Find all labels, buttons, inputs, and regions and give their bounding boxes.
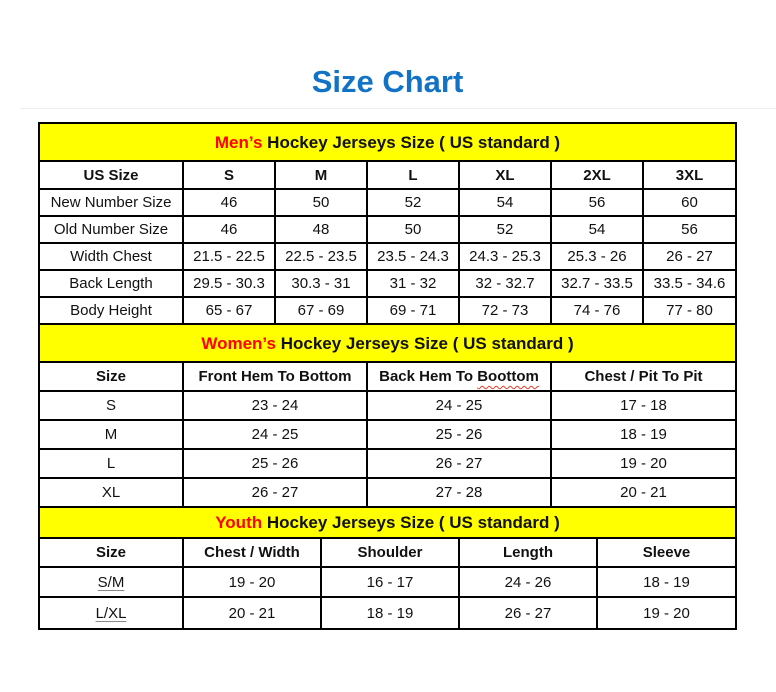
youth-header-row xyxy=(40,539,735,567)
table-cell: 46 xyxy=(183,216,275,243)
column-header: US Size xyxy=(40,162,183,189)
row-label: Width Chest xyxy=(40,243,183,270)
row-label: Back Length xyxy=(40,270,183,297)
divider-line xyxy=(20,108,776,109)
table-cell: 18 - 19 xyxy=(551,420,735,449)
youth-banner-highlight: Youth xyxy=(215,513,263,532)
row-label xyxy=(40,597,183,628)
table-row xyxy=(40,189,735,216)
table-row xyxy=(40,243,735,270)
table-cell: 30.3 - 31 xyxy=(275,270,367,297)
row-label: Old Number Size xyxy=(40,216,183,243)
row-label: L xyxy=(40,449,183,478)
table-cell: 56 xyxy=(643,216,735,243)
table-cell: 50 xyxy=(275,189,367,216)
misspelled-word: Boottom xyxy=(477,368,539,385)
table-cell: 22.5 - 23.5 xyxy=(275,243,367,270)
womens-section-banner xyxy=(40,325,735,363)
table-cell: 16 - 17 xyxy=(321,567,459,597)
table-cell: 56 xyxy=(551,189,643,216)
womens-banner-text: Hockey Jerseys Size ( US standard ) xyxy=(280,334,574,353)
column-header-text: Back Hem To xyxy=(379,368,474,385)
column-header: Chest / Pit To Pit xyxy=(551,363,735,391)
table-cell: 23.5 - 24.3 xyxy=(367,243,459,270)
row-label-text: L/XL xyxy=(95,604,127,622)
column-header: Size xyxy=(40,539,183,567)
table-row xyxy=(40,270,735,297)
row-label-text: S/M xyxy=(97,573,125,591)
column-header: 3XL xyxy=(643,162,735,189)
table-cell: 25 - 26 xyxy=(367,420,551,449)
youth-size-table xyxy=(40,539,735,628)
table-cell: 20 - 21 xyxy=(551,478,735,507)
table-cell: 69 - 71 xyxy=(367,297,459,324)
table-cell: 24 - 25 xyxy=(367,391,551,420)
row-label: M xyxy=(40,420,183,449)
table-cell: 18 - 19 xyxy=(321,597,459,628)
size-chart-table-group xyxy=(38,122,737,630)
column-header: Chest / Width xyxy=(183,539,321,567)
mens-size-table xyxy=(40,162,735,325)
table-cell: 25.3 - 26 xyxy=(551,243,643,270)
table-row xyxy=(40,567,735,597)
table-cell: 29.5 - 30.3 xyxy=(183,270,275,297)
table-cell: 23 - 24 xyxy=(183,391,367,420)
table-cell: 24 - 26 xyxy=(459,567,597,597)
table-cell: 74 - 76 xyxy=(551,297,643,324)
column-header: Front Hem To Bottom xyxy=(183,363,367,391)
table-row xyxy=(40,297,735,324)
table-cell: 77 - 80 xyxy=(643,297,735,324)
table-cell: 33.5 - 34.6 xyxy=(643,270,735,297)
table-cell: 26 - 27 xyxy=(183,478,367,507)
table-cell: 26 - 27 xyxy=(367,449,551,478)
table-cell: 48 xyxy=(275,216,367,243)
column-header: L xyxy=(367,162,459,189)
column-header: XL xyxy=(459,162,551,189)
table-row xyxy=(40,420,735,449)
table-cell: 21.5 - 22.5 xyxy=(183,243,275,270)
table-cell: 27 - 28 xyxy=(367,478,551,507)
table-cell: 32 - 32.7 xyxy=(459,270,551,297)
table-cell: 54 xyxy=(459,189,551,216)
row-label: S xyxy=(40,391,183,420)
page-title: Size Chart xyxy=(311,64,464,99)
youth-section-banner xyxy=(40,508,735,539)
row-label: Body Height xyxy=(40,297,183,324)
column-header xyxy=(367,363,551,391)
mens-banner-text: Hockey Jerseys Size ( US standard ) xyxy=(267,133,561,152)
mens-header-row xyxy=(40,162,735,189)
column-header: S xyxy=(183,162,275,189)
table-cell: 19 - 20 xyxy=(551,449,735,478)
table-cell: 19 - 20 xyxy=(183,567,321,597)
table-row xyxy=(40,597,735,628)
table-cell: 65 - 67 xyxy=(183,297,275,324)
column-header: Size xyxy=(40,363,183,391)
table-row xyxy=(40,391,735,420)
column-header: Length xyxy=(459,539,597,567)
table-cell: 67 - 69 xyxy=(275,297,367,324)
table-cell: 24 - 25 xyxy=(183,420,367,449)
table-cell: 26 - 27 xyxy=(643,243,735,270)
row-label xyxy=(40,567,183,597)
table-cell: 18 - 19 xyxy=(597,567,735,597)
column-header: 2XL xyxy=(551,162,643,189)
table-cell: 25 - 26 xyxy=(183,449,367,478)
row-label: New Number Size xyxy=(40,189,183,216)
womens-header-row xyxy=(40,363,735,391)
table-cell: 50 xyxy=(367,216,459,243)
table-cell: 20 - 21 xyxy=(183,597,321,628)
womens-size-table xyxy=(40,363,735,508)
table-cell: 46 xyxy=(183,189,275,216)
youth-banner-text: Hockey Jerseys Size ( US standard ) xyxy=(266,513,560,532)
column-header: M xyxy=(275,162,367,189)
table-cell: 60 xyxy=(643,189,735,216)
mens-banner-highlight: Men’s xyxy=(214,133,263,152)
table-cell: 31 - 32 xyxy=(367,270,459,297)
table-cell: 19 - 20 xyxy=(643,604,690,622)
table-cell: 72 - 73 xyxy=(459,297,551,324)
table-cell: 32.7 - 33.5 xyxy=(551,270,643,297)
table-cell: 26 - 27 xyxy=(459,597,597,628)
table-cell: 54 xyxy=(551,216,643,243)
table-row xyxy=(40,216,735,243)
column-header: Sleeve xyxy=(597,539,735,567)
row-label: XL xyxy=(40,478,183,507)
table-cell: 52 xyxy=(459,216,551,243)
table-cell: 52 xyxy=(367,189,459,216)
mens-section-banner xyxy=(40,124,735,162)
table-cell: 17 - 18 xyxy=(551,391,735,420)
table-row xyxy=(40,449,735,478)
column-header: Shoulder xyxy=(321,539,459,567)
table-row xyxy=(40,478,735,507)
womens-banner-highlight: Women’s xyxy=(201,334,276,353)
table-cell: 24.3 - 25.3 xyxy=(459,243,551,270)
